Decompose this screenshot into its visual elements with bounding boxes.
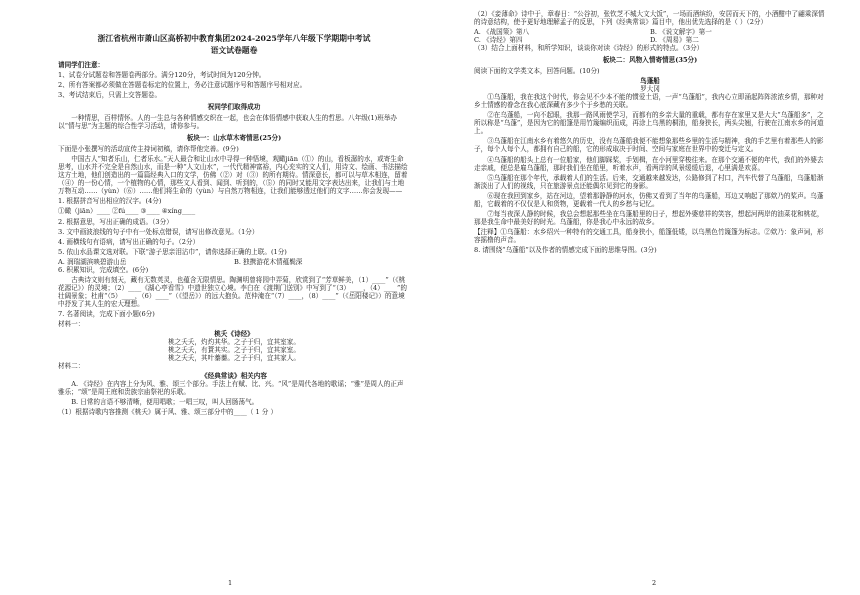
- essay-paragraph: ③乌蓬船在江南水乡有着悠久的历史，没有乌蓬船我便不能想象那些乡里的生活与精神，我的手艺里有着那些人的影子，每个人每个人，都拥有自己的船，它的形成取决于时间、空间与家庭在世界中的变迁与定义。: [474, 137, 824, 154]
- question-4: 4. 画横线句有语病，请写出正确的句子。（2分）: [58, 237, 200, 246]
- question-7-2: （2）《妾薄命》诗中于，章春日：“公谷初，张钦芝不城大文大饭”，一场而酒缤纷，安居而天下的，小酒酣中了翩乘深情的诗意结构，使予更好地理解孟子的反思，下列《经典常谈》篇目中，他出优先选择的是（ ）（2分）: [474, 10, 825, 27]
- question-7: 7. 名著阅读，完成下面小题(6分): [58, 309, 155, 318]
- question-6-text: 古典诗文则有刻天，藏有无数英灵，也蕴含无限情思。陶渊明曾将园中弄菊，欣赏到了“芳草鲜美，（1）____”（《桃花源记》）的灵境；（2）____《湖心亭看雪》中遗世独立心境。李白在《渡荆门送别》中写到了“（3）____，（4）____”的壮阔景象；杜甫“（5）____，（6）____”（《望岳》）的远大抱负。范仲淹在“（7）____，（8）____”（《岳阳楼记》）的意境中抒发了其人生的宏大理想。: [58, 275, 408, 308]
- option-b: B. 《说文解字》第一: [650, 28, 712, 37]
- material-2-item: （1）根据诗歌内容推测《桃夭》属于风、雅、颂三部分中的____（ 1 分 ）: [58, 408, 278, 417]
- material-2-label: 材料二：: [58, 362, 85, 370]
- exam-title: 浙江省杭州市萧山区高桥初中教育集团2024-2025学年八年级下学期期中考试: [97, 34, 371, 43]
- question-2: 2. 根据意思，写出正确的成语。（3分）: [58, 217, 173, 226]
- option-c: C. 《诗经》第四: [474, 36, 523, 45]
- block1-lead: 下面是小张撰写的活动宣传主持词初稿，请你帮他完善。(9分): [58, 145, 239, 154]
- instructions-heading: 请同学们注意：: [58, 61, 105, 69]
- block1-passage: 中国古人“知者乐山，仁者乐水。”天人最合和让山水中寻得一种悟境，观瞰jiān（①）的山，看板潺的水，或寄生命思考，山水并不完全是自然山水，而是一种“人文山水”，一代代精神富裕，内心充实的文人们，用诗文、绘画、书法描绘这方土地，他们创造出的一篇篇经典入口的文学，仿佛（②）对（③）的所有期待。情深意长，都可以与草木相连，留着（④）的一份心情，一个植物的心情，那些文人看到、闻到、听到的，（⑤）的同时又能用文字表达出来，让我们与土地万物互动……（yùn）（⑥）……他们将生命的（yùn）与自然万物相连，让我们能够透过他们的文字……你会发现——: [58, 155, 408, 196]
- question-5-options: [58, 258, 410, 266]
- essay-title: 鸟蓬船: [640, 77, 660, 86]
- exam-subtitle: 语文试卷题卷: [210, 45, 258, 55]
- essay-paragraph: ①乌蓬船，我在我这个时代，你会见不少本不能的惯爱土语，一声“乌蓬船”，我内心立即涌起阵阵浓浓乡情，那种对乡土情感的眷念在我心底深藏有多少个于乡愁的关联。: [474, 93, 824, 110]
- page-right: [430, 0, 856, 595]
- poem-line: 桃之夭夭，灼灼其华。之子于归，宜其室家。: [168, 337, 300, 346]
- material-2-item: A. 《诗经》在内容上分为风、雅、颂三个部分。手法上有赋、比、兴。“风”是周代各地的歌谣；“雅”是周人的正声雅乐；“颂”是周王庭和贵族宗庙祭祀的乐歌。: [58, 380, 404, 397]
- question-3: 3. 文中画波浪线的句子中有一处标点错误，请写出修改意见。（1分）: [58, 227, 259, 236]
- block2-lead: 阅读下面的文学类文本，回答问题。(10分): [474, 67, 600, 76]
- question-1: 1. 根据拼音写出相应的汉字。(4分): [58, 197, 162, 206]
- material-2-item: B. 日常的言语不够清晰，便用唱歌；一唱三叹，叫人回肠荡气。: [71, 398, 259, 407]
- poem-title: 桃夭《诗经》: [214, 329, 254, 338]
- wish-text: 祝同学们取得成功: [207, 103, 261, 112]
- question-5: 5. 依山水品课文选对联。下联“游子思亲泪沾巾”，请你选择正确的上联。(1分): [58, 247, 287, 256]
- instruction-item: 1、试卷分试题卷和答题卷两部分。满分120分，考试时间为120分钟。: [58, 71, 266, 80]
- block2-title: 板块二：风物入情寄情思(35分): [602, 56, 698, 65]
- material-1-label: 材料一：: [58, 319, 85, 328]
- question-6: 6. 积累知识，完成填空。(6分): [58, 265, 149, 274]
- instruction-item: 2、所有答案都必须做在答题卷标定的位置上，务必注意试题序号和答题序号相对应。: [58, 81, 307, 90]
- option-a: A. 润瑞湖滨映碧游山岳: [58, 257, 127, 266]
- poem-line: 桃之夭夭，其叶蓁蓁。之子于归，宜其家人。: [168, 353, 300, 362]
- option-b: B. 独携游花木情蕴鬓深: [234, 257, 303, 266]
- material-2-title: 《经典常谈》相关内容: [201, 372, 267, 381]
- essay-paragraph: ②在乌蓬船，一向不起眼，我那一路风雨使学习，而都有的乡亲大量的重载，都有存在家里又是大大“乌蓬船多”，之所以称是“乌蓬”，是因为它的船篷是用竹篾编织而成，再涂上乌黑的桐油，船身狭长，两头尖翘，行驶在江南水乡的河道上。: [474, 111, 824, 136]
- question-7-2-options: [474, 28, 826, 44]
- right-column: [474, 10, 826, 256]
- question-8: 8. 请围绕“乌蓬船”以及作者的情感完成下面的思维导图。(3分): [474, 245, 657, 254]
- page-number-right: 2: [652, 579, 657, 587]
- poem-line: 桃之夭夭，有蕡其实。之子于归，宜其家室。: [168, 345, 300, 354]
- intro-paragraph: 一种情思，百样情怀。人的一生总与各种情感交织在一起，也会在体悟情感中获取人生的哲思。八年级(1)班举办以“情与思”为主题的综合性学习活动，请你参与。: [58, 114, 398, 131]
- essay-paragraph: ⑥现在我回到家乡，站在河边，望着那静静的河水，仿佛又看到了当年的乌蓬船，耳边又响起了那欸乃的桨声。乌蓬船，它载着的不仅仅是人和货物，更载着一代人的乡愁与记忆。: [474, 191, 824, 208]
- instruction-item: 3、考试结束后，只需上交答题卷。: [58, 91, 162, 100]
- page-number-left: 1: [228, 579, 233, 587]
- question-7-3: （3）结合上面材料，和所学知识，谈谈你对读《诗经》的形式的特点。（3分）: [474, 44, 704, 53]
- left-column: [58, 18, 410, 418]
- essay-author: 罗大冈: [640, 85, 660, 94]
- option-a: A. 《战国策》第八: [474, 28, 530, 37]
- essay-paragraph: ⑤乌蓬船在那个年代，承载着人们的生活。后来，交通越来越发达，公路修到了村口，汽车代替了乌蓬船，乌蓬船渐渐淡出了人们的视线，只在旅游景点还能偶尔见到它的身影。: [474, 173, 824, 190]
- page-left: [0, 0, 426, 595]
- question-1-blanks: ①瞰（jiān）____ ②fú____ ③____ ④xíng____: [58, 207, 196, 216]
- option-d: D. 《周易》第二: [650, 36, 699, 45]
- essay-paragraph: ⑦每当夜深人静的时候，我总会想起那些坐在乌蓬船里的日子，想起外婆慈祥的笑容，想起河两岸的油菜花和桃花，那是我生命中最美好的时光。乌蓬船，你是我心中永远的故乡。: [474, 209, 824, 226]
- block1-title: 板块一：山水草木寄情思(25分): [186, 134, 282, 143]
- essay-note: 【注释】①乌蓬船：水乡绍兴一种特有的交通工具，船身狭小，船篷低矮，以乌黑色竹篾篷为标志。②欸乃：象声词，形容摇橹的声音。: [474, 227, 824, 244]
- essay-paragraph: ④乌蓬船的船头上总有一位船家，他们脚踩桨，手划楫，在小河里穿梭往来。在那个交通不便的年代，我们的外婆去走亲戚，便总是雇乌蓬船，那时我们坐在船里，听着水声，看两岸的风景缓缓后退，心里满是欢喜。: [474, 155, 824, 172]
